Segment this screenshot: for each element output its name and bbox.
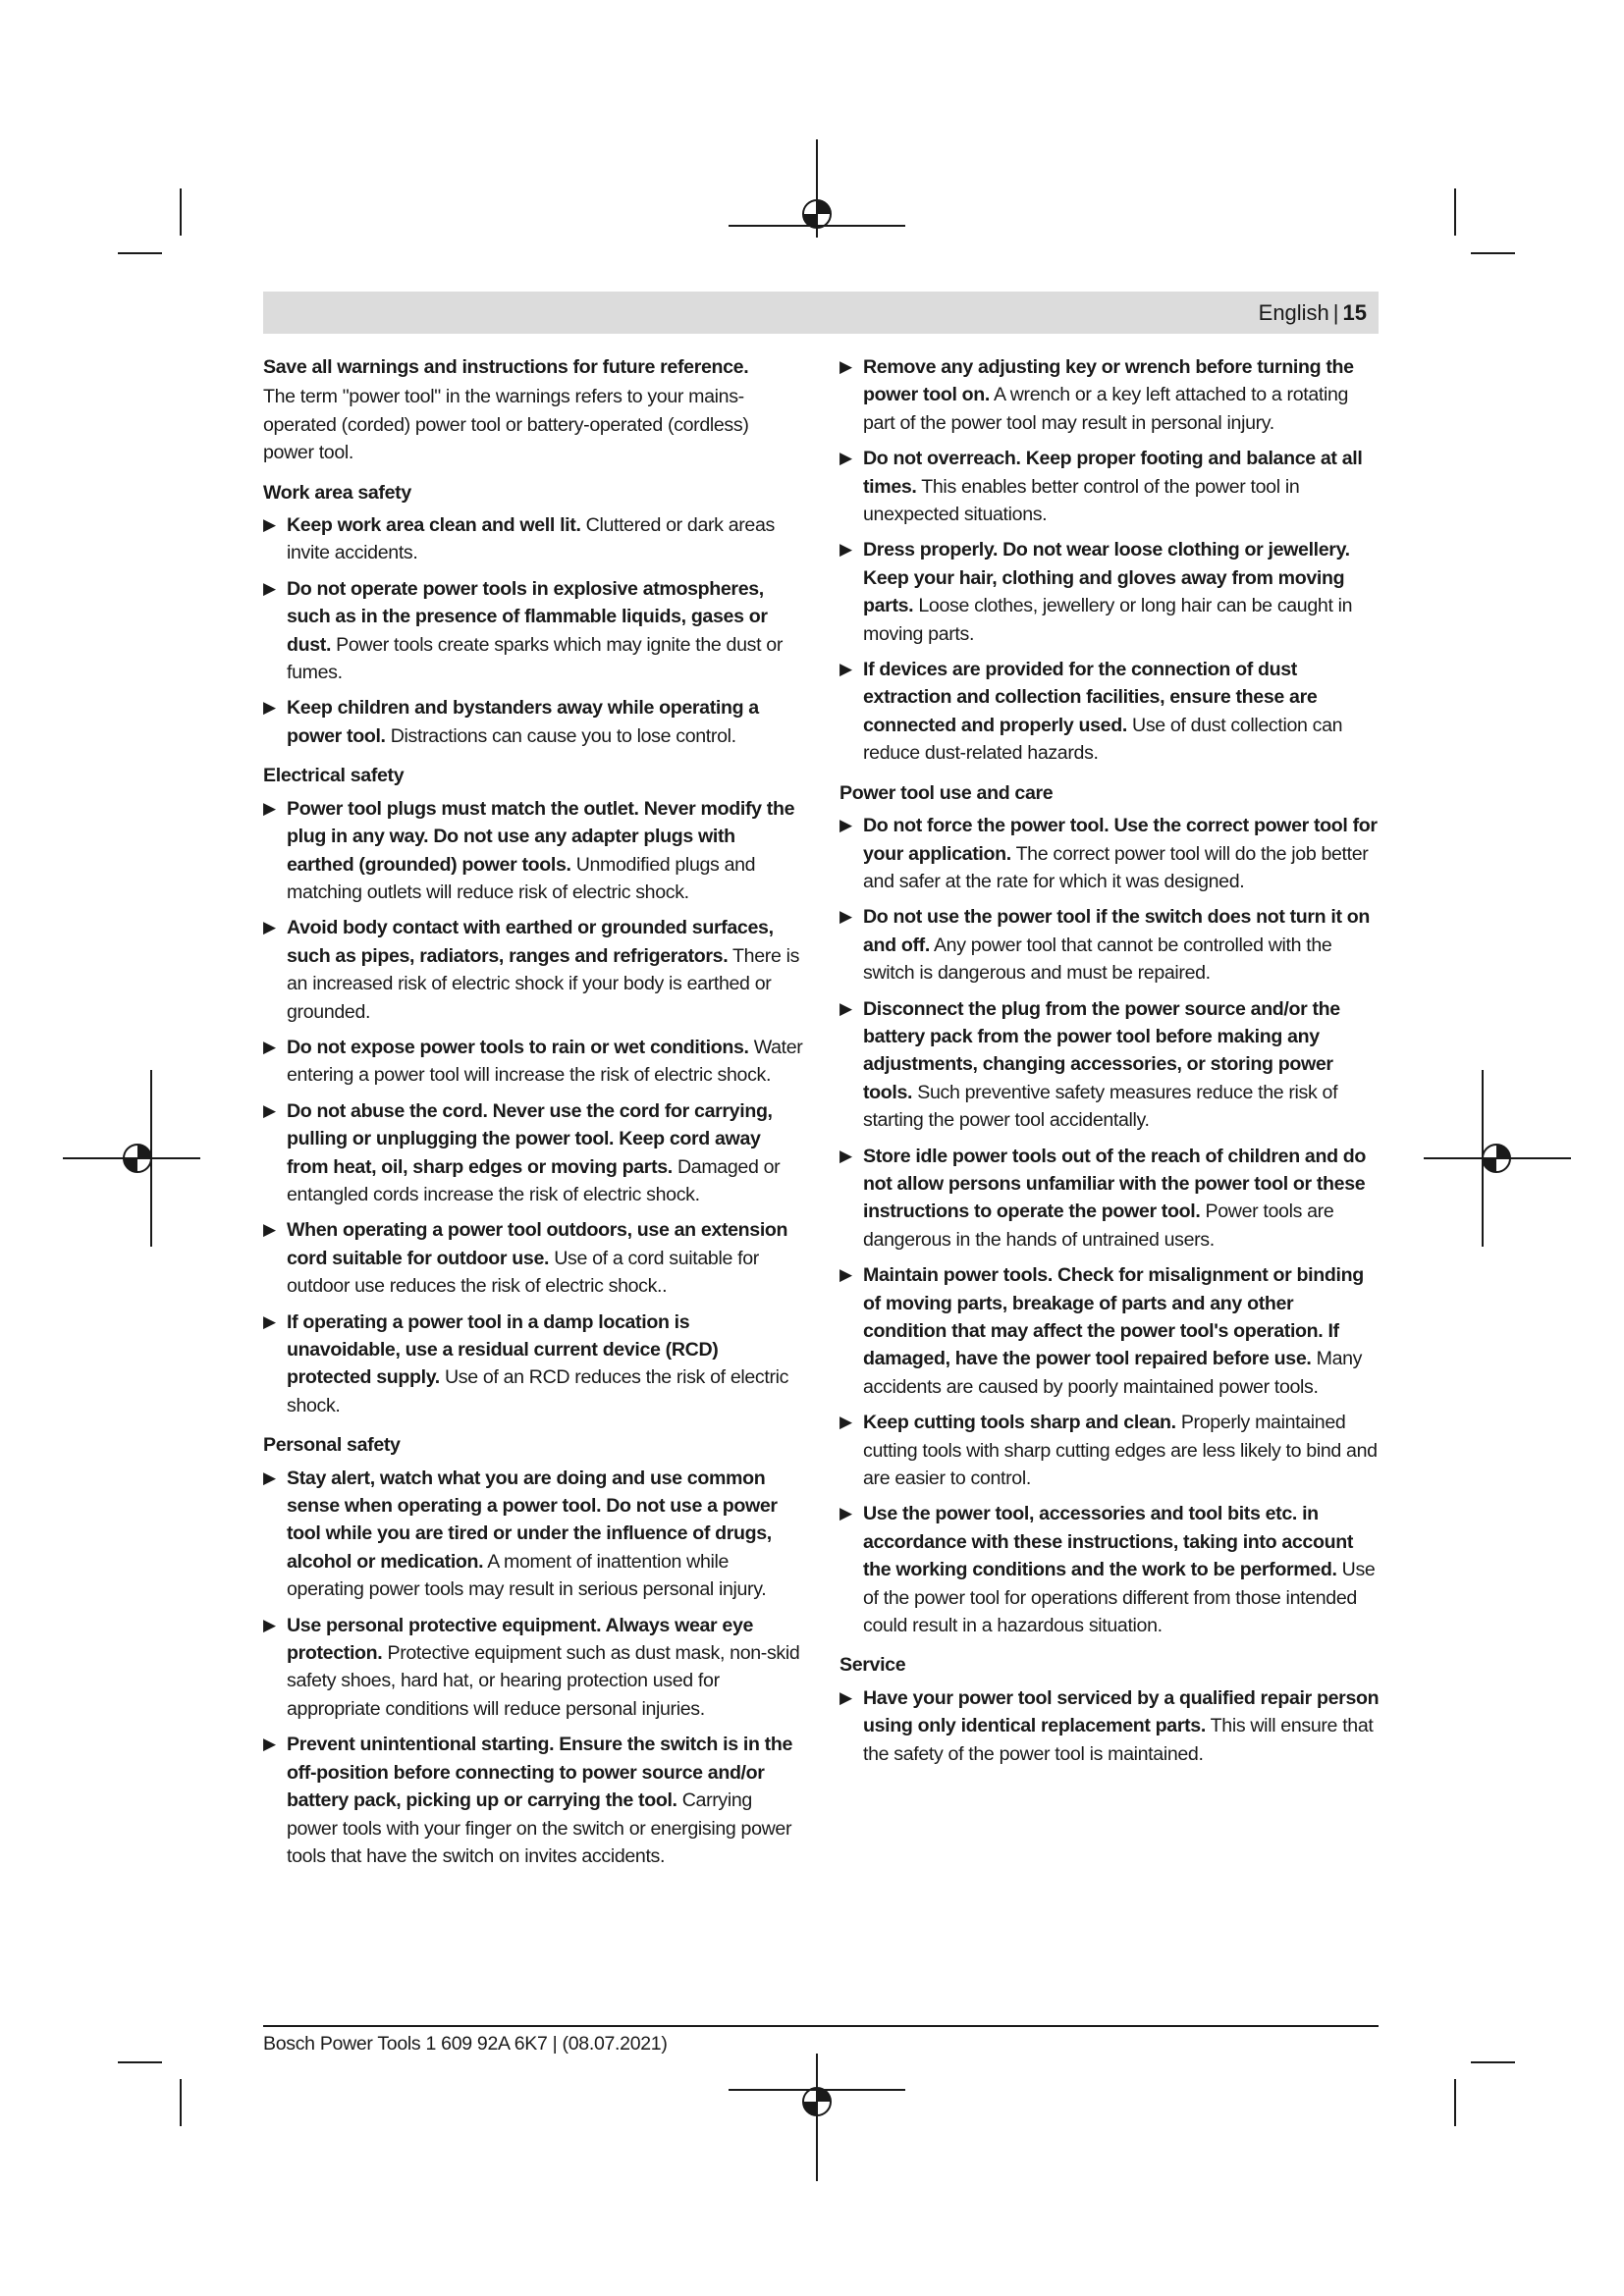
item-bold: Do not force the power tool. Use the correct power tool for your application. xyxy=(863,815,1378,865)
bullet-arrow-icon: ▶ xyxy=(839,357,852,376)
item-bold: Do not use the power tool if the switch does not turn it on and off. xyxy=(863,906,1370,956)
item-bold: Dress properly. Do not wear loose clothing or jewellery. Keep your hair, clothing and gloves away from moving parts. xyxy=(863,539,1350,617)
page-header xyxy=(1259,300,1367,326)
crop-mark xyxy=(1471,2061,1515,2063)
list-item xyxy=(263,575,803,687)
bullet-arrow-icon: ▶ xyxy=(263,515,276,535)
bullet-arrow-icon: ▶ xyxy=(839,1265,852,1285)
item-text: Carrying power tools with your finger on the switch or energising power tools that have the switch on invites accidents. xyxy=(287,1789,792,1867)
page-number: 15 xyxy=(1342,300,1367,325)
crop-mark xyxy=(118,2061,162,2063)
bullet-arrow-icon: ▶ xyxy=(839,998,852,1018)
item-text: Any power tool that cannot be controlled with the switch is dangerous and must be repaired. xyxy=(863,934,1332,985)
item-text: Cluttered or dark areas invite accidents. xyxy=(287,514,775,564)
registration-mark-top xyxy=(729,139,905,277)
list-item xyxy=(839,353,1380,437)
item-text: Use of the power tool for operations different from those intended could result in a hazardous situation. xyxy=(863,1559,1376,1637)
item-text: Distractions can cause you to lose control. xyxy=(385,724,736,747)
list-item xyxy=(839,995,1380,1135)
item-text: Such preventive safety measures reduce the risk of starting the power tool accidentally. xyxy=(863,1081,1338,1132)
bullet-arrow-icon: ▶ xyxy=(263,578,276,598)
list-item xyxy=(839,1684,1380,1768)
header-bar xyxy=(263,292,1379,334)
item-text: There is an increased risk of electric shock if your body is earthed or grounded. xyxy=(287,944,800,1023)
item-text: Use of an RCD reduces the risk of electric shock. xyxy=(287,1366,789,1416)
right-column xyxy=(839,353,1380,1776)
footer-rule xyxy=(263,2025,1379,2027)
bullet-arrow-icon: ▶ xyxy=(263,1615,276,1634)
item-bold: When operating a power tool outdoors, use an extension cord suitable for outdoor use. xyxy=(287,1219,788,1269)
list-item xyxy=(263,1097,803,1209)
bullet-arrow-icon: ▶ xyxy=(263,1735,276,1754)
crop-mark xyxy=(180,2079,182,2126)
item-bold: Prevent unintentional starting. Ensure the switch is in the off-position before connecting to power source and/or battery pack, picking up or carrying the tool. xyxy=(287,1734,792,1812)
item-bold: Use personal protective equipment. Always wear eye protection. xyxy=(287,1614,754,1665)
crop-mark xyxy=(118,252,162,254)
item-text: Loose clothes, jewellery or long hair can be caught in moving parts. xyxy=(863,595,1353,645)
item-text: Properly maintained cutting tools with sharp cutting edges are less likely to bind and are easier to control. xyxy=(863,1412,1378,1490)
item-bold: Store idle power tools out of the reach of children and do not allow persons unfamiliar with the power tool or these instructions to operate the power tool. xyxy=(863,1145,1367,1223)
bullet-arrow-icon: ▶ xyxy=(263,1220,276,1240)
bullet-arrow-icon: ▶ xyxy=(839,449,852,468)
bullet-arrow-icon: ▶ xyxy=(263,1311,276,1331)
list-item xyxy=(263,1731,803,1870)
bullet-arrow-icon: ▶ xyxy=(839,1413,852,1432)
list-item xyxy=(263,1216,803,1300)
item-bold: Use the power tool, accessories and tool bits etc. in accordance with these instructions, taking into account the working conditions and the work to be performed. xyxy=(863,1503,1353,1581)
item-text: A moment of inattention while operating power tools may result in serious personal injury. xyxy=(287,1550,767,1601)
item-bold: Stay alert, watch what you are doing and use common sense when operating a power tool. Do not use a power tool while you are tired or under the influence of drugs, alcohol or medication. xyxy=(287,1467,778,1573)
item-bold: Power tool plugs must match the outlet. Never modify the plug in any way. Do not use any adapter plugs with earthed (grounded) power tools. xyxy=(287,797,795,876)
item-bold: If devices are provided for the connection of dust extraction and collection facilities, ensure these are connected and properly used. xyxy=(863,659,1318,736)
bullet-arrow-icon: ▶ xyxy=(839,1146,852,1165)
item-bold: Do not operate power tools in explosive atmospheres, such as in the presence of flammable liquids, gases or dust. xyxy=(287,577,768,656)
crop-mark xyxy=(1454,2079,1456,2126)
list-item xyxy=(839,1409,1380,1492)
list-item xyxy=(839,1143,1380,1255)
list-item xyxy=(839,812,1380,895)
item-text: Power tools are dangerous in the hands of untrained users. xyxy=(863,1201,1334,1251)
item-bold: Disconnect the plug from the power source and/or the battery pack from the power tool before making any adjustments, changing accessories, or storing power tools. xyxy=(863,997,1340,1103)
list-item xyxy=(263,1308,803,1420)
bullet-arrow-icon: ▶ xyxy=(263,698,276,718)
bullet-arrow-icon: ▶ xyxy=(263,798,276,818)
item-text: Water entering a power tool will increase the risk of electric shock. xyxy=(287,1036,803,1087)
list-item xyxy=(263,1034,803,1090)
list-item xyxy=(263,511,803,567)
list-item xyxy=(263,795,803,907)
bullet-arrow-icon: ▶ xyxy=(263,1468,276,1487)
item-bold: Do not abuse the cord. Never use the cord for carrying, pulling or unplugging the power tool. Keep cord away from heat, oil, sharp edges or moving parts. xyxy=(287,1099,773,1178)
bullet-arrow-icon: ▶ xyxy=(263,918,276,937)
section-title-electrical: Electrical safety xyxy=(263,765,405,787)
section-title-work-area: Work area safety xyxy=(263,481,411,504)
item-bold: If operating a power tool in a damp location is unavoidable, use a residual current device (RCD) protected supply. xyxy=(287,1310,719,1389)
crop-mark xyxy=(1471,252,1515,254)
section-title-personal: Personal safety xyxy=(263,1434,401,1457)
bullet-arrow-icon: ▶ xyxy=(839,1504,852,1523)
bullet-arrow-icon: ▶ xyxy=(263,1037,276,1056)
item-text: A wrench or a key left attached to a rotating part of the power tool may result in personal injury. xyxy=(863,384,1349,434)
item-bold: Keep work area clean and well lit. xyxy=(287,514,581,537)
bullet-arrow-icon: ▶ xyxy=(839,907,852,927)
item-bold: Remove any adjusting key or wrench before turning the power tool on. xyxy=(863,356,1354,406)
list-item xyxy=(839,1261,1380,1401)
item-bold: Do not expose power tools to rain or wet conditions. xyxy=(287,1036,749,1058)
item-bold: Have your power tool serviced by a qualified repair person using only identical replacement parts. xyxy=(863,1686,1380,1737)
item-bold: Avoid body contact with earthed or grounded surfaces, such as pipes, radiators, ranges and refrigerators. xyxy=(287,917,774,967)
bullet-arrow-icon: ▶ xyxy=(839,816,852,835)
section-title-service: Service xyxy=(839,1654,906,1677)
list-item xyxy=(839,656,1380,768)
list-item xyxy=(839,536,1380,648)
bullet-arrow-icon: ▶ xyxy=(839,540,852,560)
header-language: English xyxy=(1258,300,1329,325)
item-bold: Do not overreach. Keep proper footing and balance at all times. xyxy=(863,448,1363,498)
item-bold: Keep children and bystanders away while operating a power tool. xyxy=(287,697,759,747)
crop-mark xyxy=(180,188,182,236)
item-text: The correct power tool will do the job better and safer at the rate for which it was designed. xyxy=(863,842,1369,892)
item-text: Unmodified plugs and matching outlets will reduce risk of electric shock. xyxy=(287,853,756,903)
list-item xyxy=(263,1465,803,1604)
item-text: Use of dust collection can reduce dust-related hazards. xyxy=(863,714,1343,765)
item-text: Many accidents are caused by poorly maintained power tools. xyxy=(863,1348,1363,1398)
bullet-arrow-icon: ▶ xyxy=(263,1100,276,1120)
header-separator: | xyxy=(1332,300,1339,325)
item-text: This will ensure that the safety of the power tool is maintained. xyxy=(863,1715,1374,1765)
list-item xyxy=(839,903,1380,987)
list-item xyxy=(263,694,803,750)
power-tool-definition: The term "power tool" in the warnings refers to your mains-operated (corded) power tool or battery-operated (cordless) power tool. xyxy=(263,386,749,464)
section-title-use-care: Power tool use and care xyxy=(839,781,1054,804)
left-column xyxy=(263,353,803,1878)
item-bold: Maintain power tools. Check for misalignment or binding of moving parts, breakage of parts and any other condition that may affect the power tool's operation. If damaged, have the power tool repaired before use. xyxy=(863,1264,1364,1370)
item-text: Power tools create sparks which may ignite the dust or fumes. xyxy=(287,633,783,684)
list-item xyxy=(839,1500,1380,1639)
item-text: Damaged or entangled cords increase the risk of electric shock. xyxy=(287,1155,781,1205)
registration-mark-bottom xyxy=(729,2054,905,2181)
list-item xyxy=(263,914,803,1026)
item-text: Use of a cord suitable for outdoor use reduces the risk of electric shock.. xyxy=(287,1247,759,1298)
item-bold: Keep cutting tools sharp and clean. xyxy=(863,1412,1176,1434)
bullet-arrow-icon: ▶ xyxy=(839,660,852,679)
item-text: Protective equipment such as dust mask, non-skid safety shoes, hard hat, or hearing protection used for appropriate conditions will reduce personal injuries. xyxy=(287,1642,800,1720)
bullet-arrow-icon: ▶ xyxy=(839,1687,852,1707)
item-text: This enables better control of the power tool in unexpected situations. xyxy=(863,475,1300,526)
save-instructions-heading: Save all warnings and instructions for future reference. xyxy=(263,356,749,378)
footer-text: Bosch Power Tools 1 609 92A 6K7 | (08.07.2021) xyxy=(263,2033,668,2055)
registration-mark-right xyxy=(1424,1070,1571,1247)
registration-mark-left xyxy=(63,1070,200,1247)
crop-mark xyxy=(1454,188,1456,236)
list-item xyxy=(263,1612,803,1724)
list-item xyxy=(839,445,1380,528)
